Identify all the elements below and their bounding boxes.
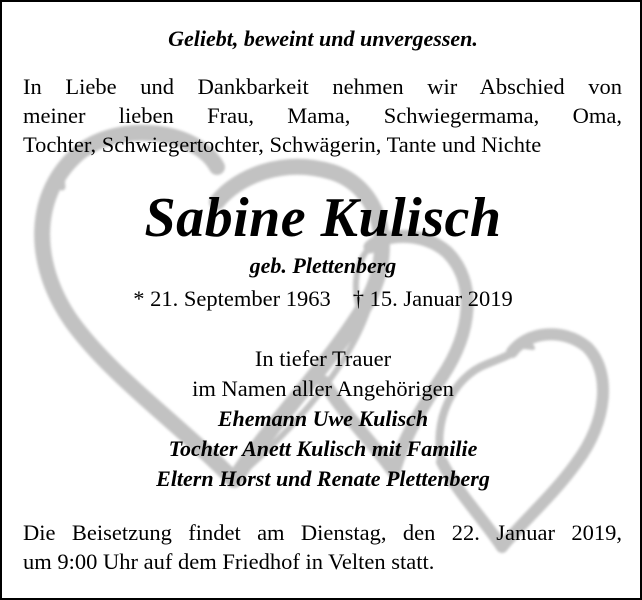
motto: Geliebt, beweint und unvergessen. (168, 26, 478, 51)
burial-line: Die Beisetzung findet am Dienstag, den 22. Januar 2019, (23, 520, 622, 545)
intro-line: In Liebe und Dankbarkeit nehmen wir Abschied von (23, 74, 622, 99)
intro-line: meiner lieben Frau, Mama, Schwiegermama, Oma, (23, 103, 622, 128)
life-dates (2, 285, 642, 313)
mourner-name: Ehemann Uwe Kulisch (217, 406, 429, 431)
deceased-name: Sabine Kulisch (144, 187, 502, 249)
intro-line: Tochter, Schwiegertochter, Schwägerin, Tante und Nichte (23, 132, 542, 157)
burial-line: um 9:00 Uhr auf dem Friedhof in Velten statt. (23, 549, 435, 574)
mourner-name: Tochter Anett Kulisch mit Familie (168, 436, 478, 461)
mourning-line: im Namen aller Angehörigen (192, 376, 454, 401)
death-date: † 15. Januar 2019 (352, 286, 513, 311)
intro-paragraph (23, 72, 622, 159)
mourner-name: Eltern Horst und Renate Plettenberg (156, 466, 490, 491)
birth-date: * 21. September 1963 (133, 286, 331, 311)
burial-paragraph (23, 518, 622, 576)
mourning-line: In tiefer Trauer (254, 346, 392, 371)
mourning-block (2, 344, 642, 494)
maiden-name: geb. Plettenberg (249, 253, 397, 278)
